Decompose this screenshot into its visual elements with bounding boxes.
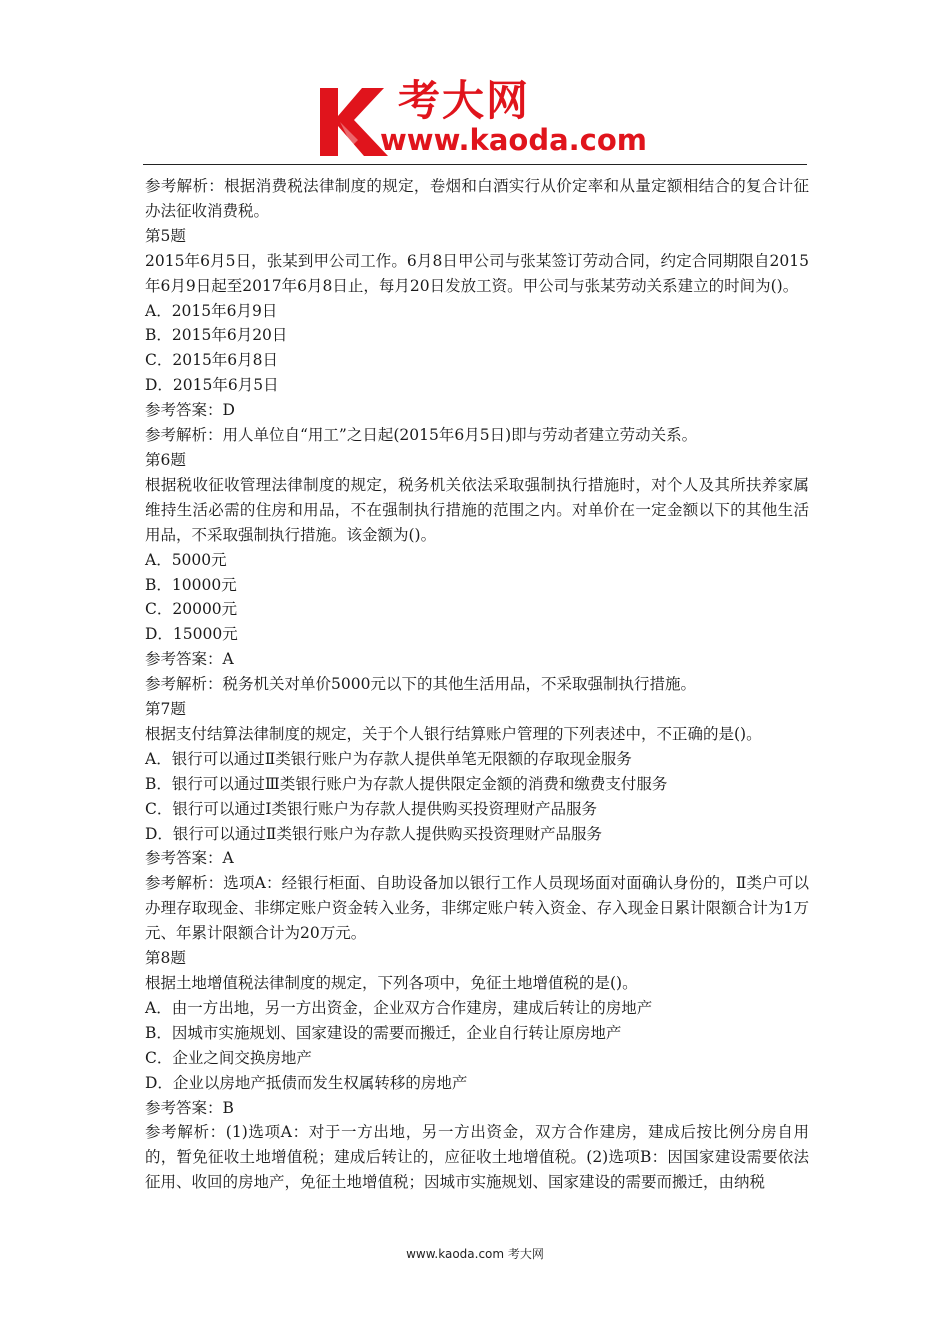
document-paragraph: 参考答案：D	[145, 401, 235, 420]
document-paragraph: D．银行可以通过Ⅱ类银行账户为存款人提供购买投资理财产品服务	[145, 824, 602, 843]
document-paragraph: 参考解析：(1)选项A：对于一方出地，另一方出资金，双方合作建房，建成后按比例分房自用的，暂免征收土地增值税；建成后转让的，应征收土地增值税。(2)选项B：因国家建设需要依法征用、收回的房地产，免征土地增值税；因城市实施规划、国家建设的需要而搬迁，由纳税	[145, 1123, 809, 1192]
page-footer: www.kaoda.com 考大网	[406, 1247, 544, 1261]
document-paragraph: 参考答案：A	[145, 849, 234, 868]
document-paragraph: 第8题	[145, 949, 186, 968]
document-paragraph: D．15000元	[145, 625, 238, 644]
document-paragraph: 参考答案：A	[145, 650, 234, 669]
document-paragraph: 参考解析：税务机关对单价5000元以下的其他生活用品，不采取强制执行措施。	[145, 675, 696, 694]
document-paragraph: 根据支付结算法律制度的规定，关于个人银行结算账户管理的下列表述中，不正确的是()。	[145, 724, 762, 743]
document-paragraph: A．2015年6月9日	[145, 301, 278, 320]
document-paragraph: B．10000元	[145, 575, 237, 594]
document-paragraph: D．2015年6月5日	[145, 376, 279, 395]
site-logo	[318, 76, 647, 160]
document-body	[145, 174, 809, 1195]
document-paragraph: C．银行可以通过Ⅰ类银行账户为存款人提供购买投资理财产品服务	[145, 799, 597, 818]
document-paragraph: 根据税收征收管理法律制度的规定，税务机关依法采取强制执行措施时，对个人及其所扶养家属维持生活必需的住房和用品，不在强制执行措施的范围之内。对单价在一定金额以下的其他生活用品，不采取强制执行措施。该金额为()。	[145, 475, 809, 544]
document-paragraph: C．企业之间交换房地产	[145, 1048, 312, 1067]
document-paragraph: B．银行可以通过Ⅲ类银行账户为存款人提供限定金额的消费和缴费支付服务	[145, 774, 668, 793]
document-paragraph: 第5题	[145, 226, 186, 245]
header-divider	[143, 164, 807, 165]
document-paragraph: 参考解析：用人单位自“用工”之日起(2015年6月5日)即与劳动者建立劳动关系。	[145, 426, 698, 445]
document-paragraph: C．2015年6月8日	[145, 351, 279, 370]
document-paragraph: 第7题	[145, 700, 186, 719]
document-paragraph: B．因城市实施规划、国家建设的需要而搬迁，企业自行转让原房地产	[145, 1023, 622, 1042]
document-paragraph: 参考解析：根据消费税法律制度的规定，卷烟和白酒实行从价定率和从量定额相结合的复合计征办法征收消费税。	[145, 177, 809, 220]
document-paragraph: 2015年6月5日，张某到甲公司工作。6月8日甲公司与张某签订劳动合同，约定合同期限自2015年6月9日起至2017年6月8日止，每月20日发放工资。甲公司与张某劳动关系建立的时间为()。	[145, 251, 809, 295]
document-paragraph: 参考答案：B	[145, 1098, 234, 1117]
document-paragraph: 参考解析：选项A：经银行柜面、自助设备加以银行工作人员现场面对面确认身份的，Ⅱ类户可以办理存取现金、非绑定账户资金转入业务，非绑定账户转入资金、存入现金日累计限额合计为1万元、年累计限额合计为20万元。	[145, 874, 809, 943]
logo-chinese-name: 考大网	[398, 76, 531, 125]
document-paragraph: 根据土地增值税法律制度的规定，下列各项中，免征土地增值税的是()。	[145, 974, 638, 992]
document-paragraph: B．2015年6月20日	[145, 326, 288, 345]
document-paragraph: 第6题	[145, 450, 186, 469]
document-paragraph: A．由一方出地，另一方出资金，企业双方合作建房，建成后转让的房地产	[145, 998, 653, 1017]
logo-url-text: www.kaoda.com	[380, 123, 647, 157]
document-paragraph: A．5000元	[145, 550, 227, 569]
document-paragraph: D．企业以房地产抵债而发生权属转移的房地产	[145, 1073, 468, 1092]
document-paragraph: C．20000元	[145, 600, 238, 619]
document-paragraph: A．银行可以通过Ⅱ类银行账户为存款人提供单笔无限额的存取现金服务	[145, 749, 632, 768]
